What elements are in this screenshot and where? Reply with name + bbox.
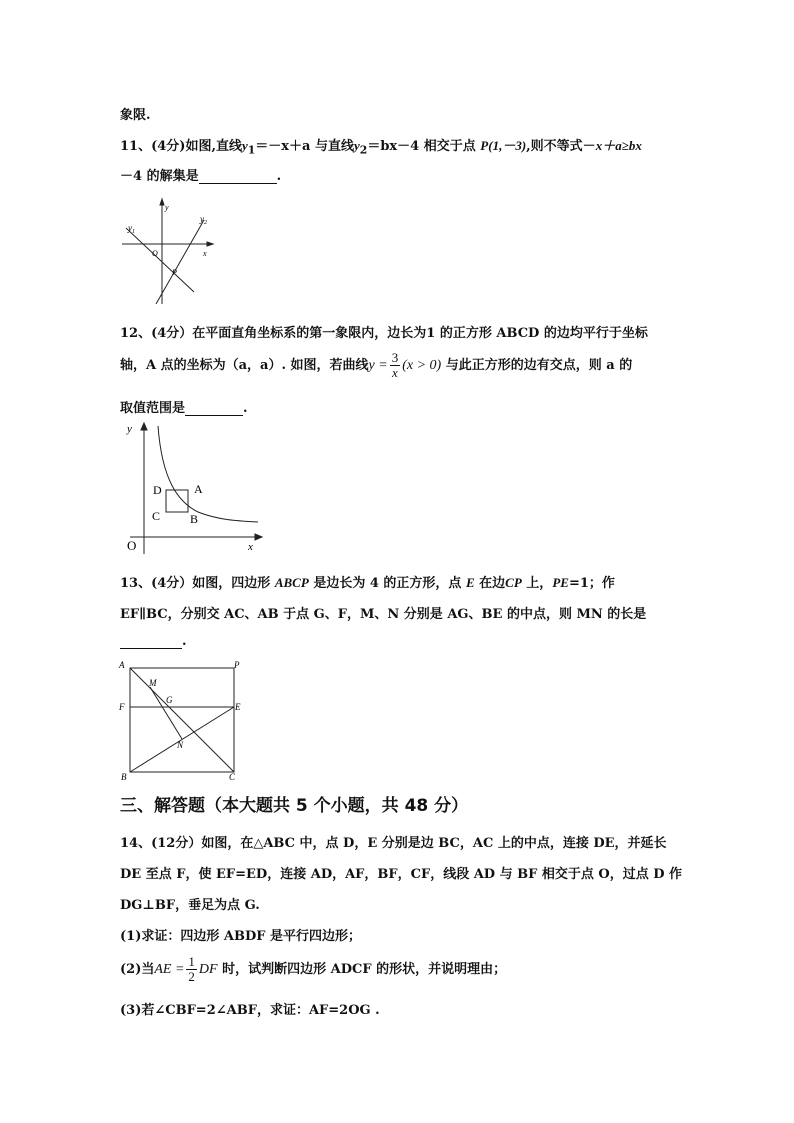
q12-line3-end: . xyxy=(243,401,248,416)
q11-line2 xyxy=(120,165,281,184)
q11-line2-end: . xyxy=(276,169,282,184)
segment-ac xyxy=(130,668,234,772)
fragment-text: 象限. xyxy=(120,108,151,123)
q12-figure xyxy=(118,420,268,555)
q11-eq1: ＝－x＋a xyxy=(255,139,311,154)
q14-line1: 14、(12分）如图，在△ABC 中，点 D，E 分别是边 BC，AC 上的中点，连接 DE，并延长 xyxy=(120,836,667,851)
label-E: E xyxy=(235,702,241,712)
q11-after-point: ,则不等式－ xyxy=(526,139,596,154)
label-M: M xyxy=(149,678,157,688)
q14-part3: (3)若∠CBF=2∠ABF，求证：AF=2OG . xyxy=(120,1003,380,1018)
label-A: A xyxy=(119,660,125,670)
q11-figure xyxy=(118,196,218,308)
q11-point: P(1,－3) xyxy=(480,138,527,153)
curve xyxy=(158,426,258,522)
q13-line3 xyxy=(120,634,187,649)
label-B: B xyxy=(121,772,127,782)
q13-line1a: 13、(4分）如图，四边形 xyxy=(120,576,275,591)
q11-y2-sub: 2 xyxy=(359,143,368,157)
q12-frac-num: 3 xyxy=(391,350,399,365)
q11-y1: y xyxy=(241,138,248,153)
q11-prefix: 11、(4分)如图,直线 xyxy=(120,139,242,154)
label-D: D xyxy=(153,483,162,497)
q13-pe: PE xyxy=(552,575,569,590)
line-y1 xyxy=(126,228,194,292)
q12-fraction xyxy=(390,351,401,380)
q12-line1: 12、(4分）在平面直角坐标系的第一象限内，边长为1 的正方形 ABCD 的边均平行于坐标 xyxy=(120,326,648,341)
q11-ineq: x＋a≥bx xyxy=(595,138,642,153)
label-G: G xyxy=(166,695,173,705)
q12-line2b: 与此正方形的边有交点，则 a 的 xyxy=(441,358,633,373)
q11-eq2: ＝bx－4 xyxy=(367,139,420,154)
q12-line3-text: 取值范围是 xyxy=(120,401,186,416)
y-axis-arrow xyxy=(141,423,147,430)
q14-part2 xyxy=(120,955,506,984)
q12-line2 xyxy=(120,351,632,380)
label-C: C xyxy=(152,509,161,523)
q13-line3-end: . xyxy=(182,634,187,649)
q14-line3: DG⊥BF，垂足为点 G. xyxy=(120,898,260,913)
q12-line2a: 轴，A 点的坐标为（a，a）. 如图，若曲线 xyxy=(120,358,369,373)
section-heading: 三、解答题（本大题共 5 个小题，共 48 分） xyxy=(120,796,469,816)
q13-cp: CP xyxy=(505,575,522,590)
label-yaxis: y xyxy=(165,203,169,212)
x-axis-arrow xyxy=(255,534,262,540)
q13-figure xyxy=(116,656,248,782)
label-C: C xyxy=(229,772,236,782)
q12-cond: (x > 0) xyxy=(402,358,442,373)
label-F: F xyxy=(119,702,125,712)
label-P: P xyxy=(234,660,240,670)
q13-quad: ABCP xyxy=(274,575,309,590)
answer-blank[interactable] xyxy=(185,401,243,416)
answer-blank[interactable] xyxy=(199,169,277,184)
q12-frac-den: x xyxy=(392,365,398,380)
q14-fraction xyxy=(186,955,197,984)
y-axis-arrow xyxy=(160,199,164,205)
q14-df: DF xyxy=(198,962,218,977)
q11-rest: 相交于点 xyxy=(419,139,481,154)
q11-y1-sub: 1 xyxy=(247,143,256,157)
q13-point-e: E xyxy=(465,575,475,590)
label-origin: O xyxy=(127,538,137,553)
q13-line1b: 是边长为 4 的正方形，点 xyxy=(308,576,466,591)
q14-part2-prefix: (2)当 xyxy=(120,962,155,977)
q11-line1 xyxy=(120,135,642,157)
label-xaxis: x xyxy=(203,249,207,258)
line-y2 xyxy=(156,220,204,304)
q11-y2: y xyxy=(354,138,360,153)
label-p: P xyxy=(172,268,177,277)
label-B: B xyxy=(190,512,199,526)
q12-curve-lhs: y = xyxy=(368,358,388,373)
q14-frac-num: 1 xyxy=(188,954,195,969)
q14-line2: DE 至点 F，使 EF=ED，连接 AD，AF，BF，CF，线段 AD 与 BF 相交于点 O，过点 D 作 xyxy=(120,867,683,882)
q13-line2: EF∥BC，分别交 AC、AB 于点 G、F，M、N 分别是 AG、BE 的中点，则 MN 的长是 xyxy=(120,607,647,622)
label-y2: $y_2$ xyxy=(200,214,207,226)
q13-line1d: 上， xyxy=(521,576,553,591)
q13-line1 xyxy=(120,572,615,591)
label-y1: $y_1$ xyxy=(128,223,135,235)
q13-line1e: =1；作 xyxy=(568,576,615,591)
q14-part2-rest: 时，试判断四边形 ADCF 的形状，并说明理由； xyxy=(217,962,507,977)
q12-line3 xyxy=(120,397,248,416)
label-N: N xyxy=(177,740,184,750)
q13-line1c: 在边 xyxy=(474,576,506,591)
label-yaxis: y xyxy=(127,423,132,435)
label-xaxis: x xyxy=(248,541,253,553)
answer-blank[interactable] xyxy=(120,634,182,649)
q14-ae: AE = xyxy=(154,962,185,977)
q11-line2-text: －4 的解集是 xyxy=(120,169,199,184)
x-axis-arrow xyxy=(207,242,213,246)
q14-frac-den: 2 xyxy=(188,969,195,984)
label-origin: O xyxy=(152,249,158,258)
label-A: A xyxy=(194,482,203,496)
q11-mid: 与直线 xyxy=(310,139,355,154)
q14-part1: (1)求证：四边形 ABDF 是平行四边形； xyxy=(120,929,361,944)
